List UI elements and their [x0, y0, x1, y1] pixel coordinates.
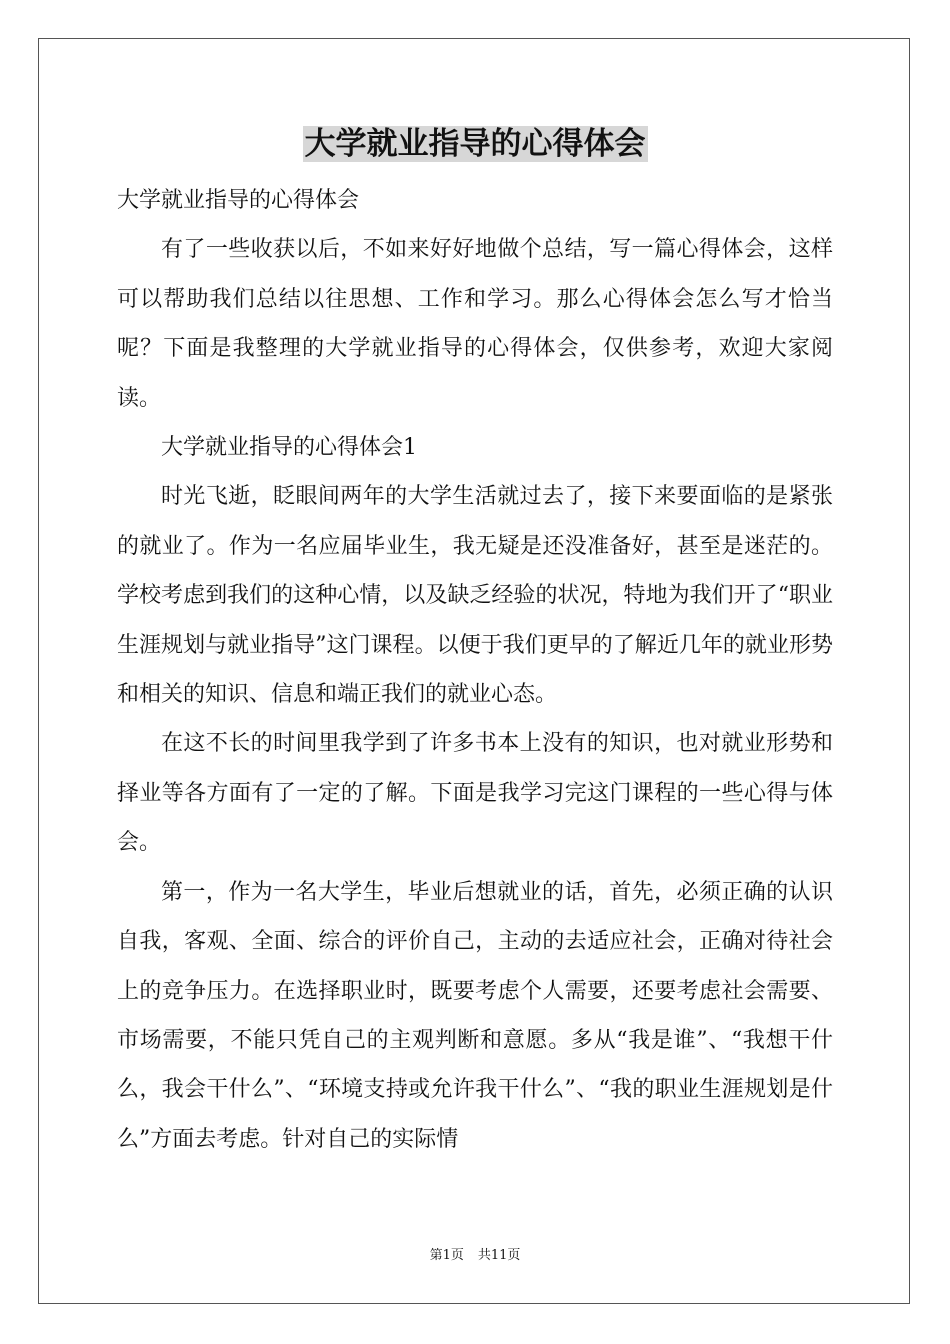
intro-paragraph: 有了一些收获以后，不如来好好地做个总结，写一篇心得体会，这样可以帮助我们总结以往思想、工作和学习。那么心得体会怎么写才恰当呢？下面是我整理的大学就业指导的心得体会，仅供参考，欢迎大家阅读。 [117, 237, 833, 411]
document-title-text: 大学就业指导的心得体会 [304, 126, 646, 162]
body-paragraph: 在这不长的时间里我学到了许多书本上没有的知识，也对就业形势和择业等各方面有了一定的了解。下面是我学习完这门课程的一些心得与体会。 [117, 731, 833, 856]
document-body [117, 176, 833, 1164]
body-paragraph: 时光飞逝，眨眼间两年的大学生活就过去了，接下来要面临的是紧张的就业了。作为一名应届毕业生，我无疑是还没准备好，甚至是迷茫的。学校考虑到我们的这种心情，以及缺乏经验的状况，特地为我们开了“职业生涯规划与就业指导”这门课程。以便于我们更早的了解近几年的就业形势和相关的知识、信息和端正我们的就业心态。 [117, 484, 833, 708]
section-heading: 大学就业指导的心得体会1 [161, 435, 417, 461]
page-number: 第1页 [429, 1248, 464, 1263]
page-footer [0, 1247, 950, 1265]
document-title [0, 122, 950, 166]
page-total: 共11页 [477, 1248, 521, 1263]
subtitle-paragraph: 大学就业指导的心得体会 [117, 188, 360, 213]
body-paragraph: 第一，作为一名大学生，毕业后想就业的话，首先，必须正确的认识自我，客观、全面、综合的评价自己，主动的去适应社会，正确对待社会上的竞争压力。在选择职业时，既要考虑个人需要，还要考虑社会需要、市场需要，不能只凭自己的主观判断和意愿。多从“我是谁”、“我想干什么，我会干什么”、“环境支持或允许我干什么”、“我的职业生涯规划是什么”方面去考虑。针对自己的实际情 [117, 879, 833, 1152]
